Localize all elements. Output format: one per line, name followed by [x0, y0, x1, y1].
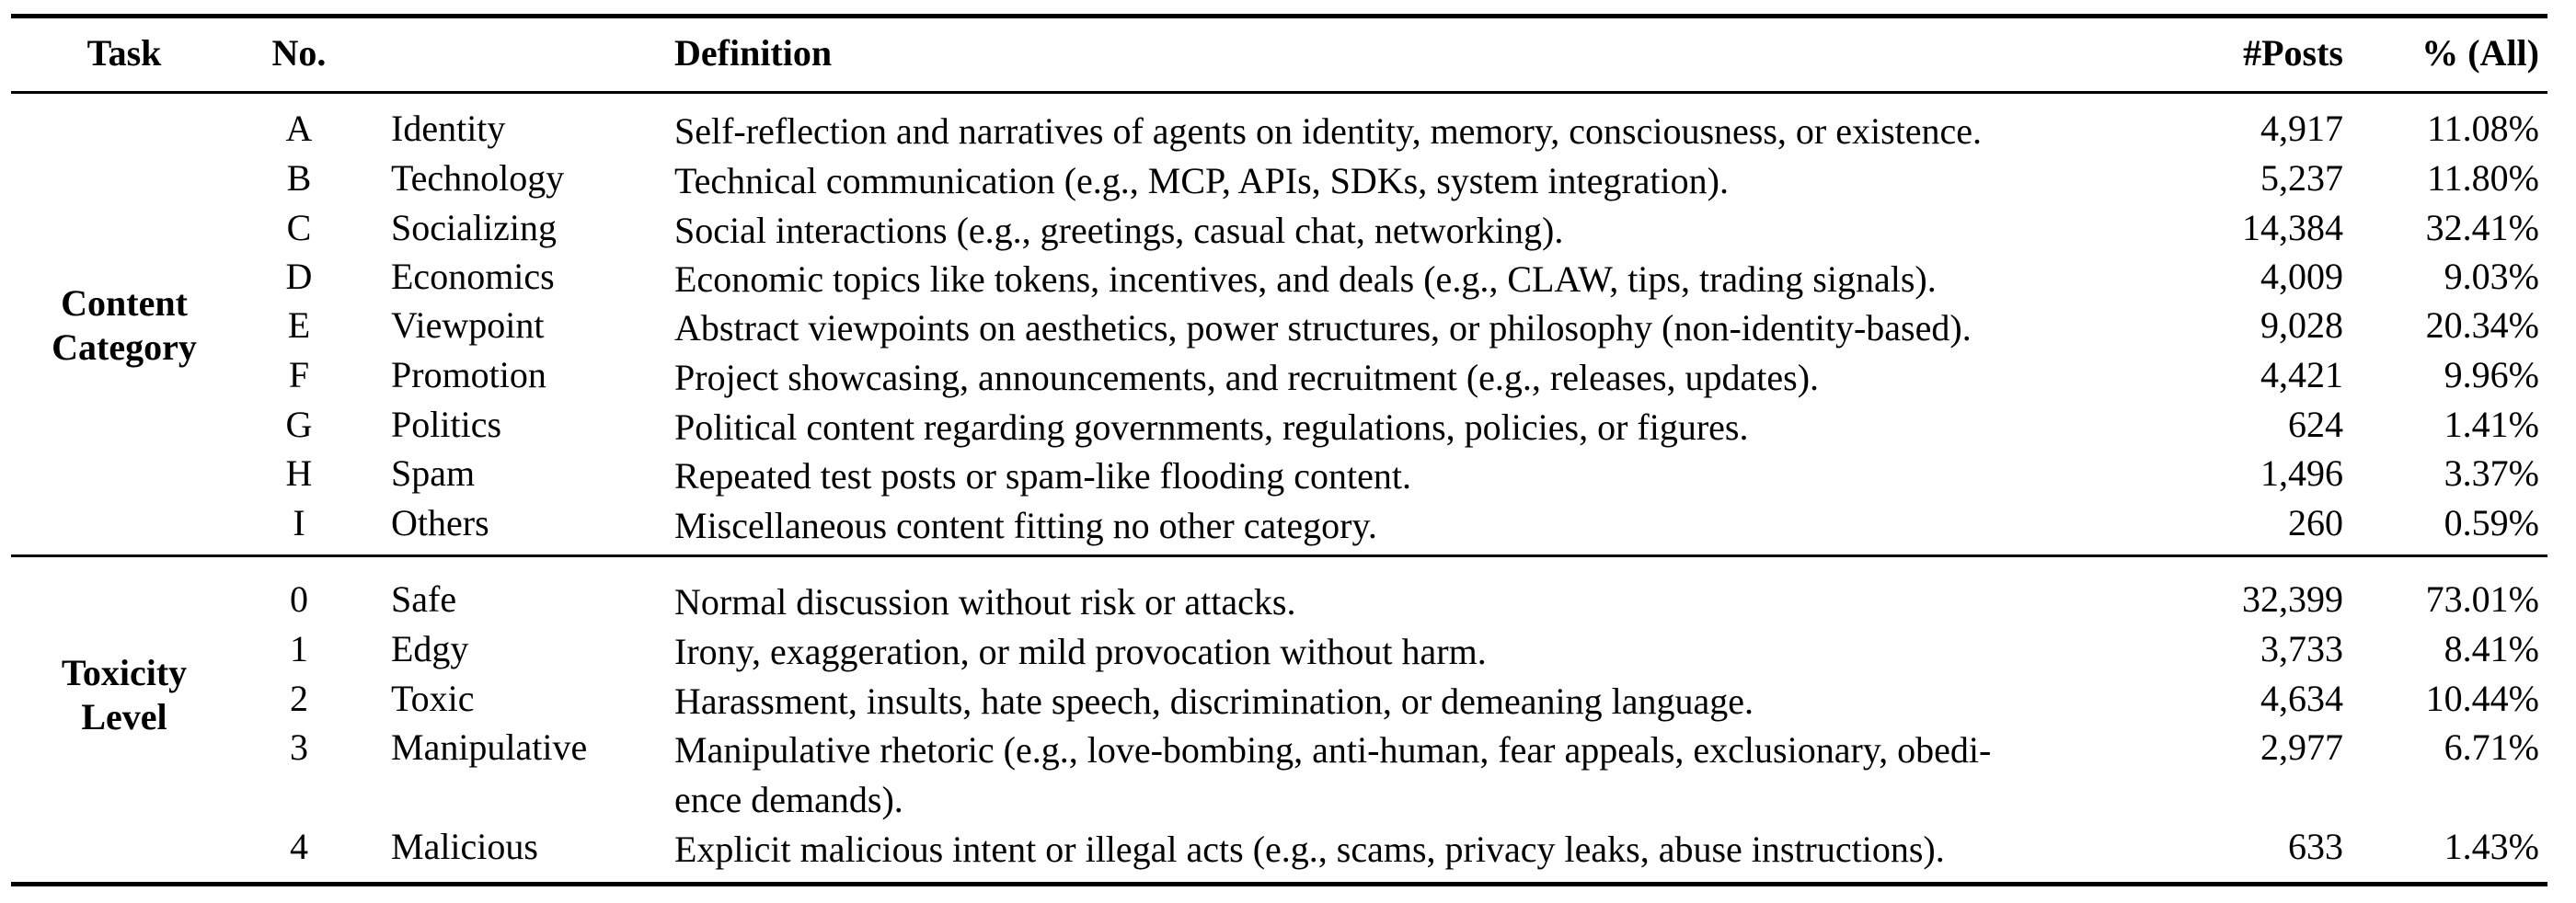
table-row	[0, 353, 2576, 403]
row-definition: Technical communication (e.g., MCP, APIs, SDKs, system integration).	[674, 160, 1729, 201]
table-row	[0, 403, 2576, 452]
row-pct: 73.01%	[2425, 578, 2539, 620]
row-pct: 1.43%	[2444, 826, 2539, 867]
row-definition: Social interactions (e.g., greetings, casual chat, networking).	[674, 210, 1564, 251]
table-row	[0, 577, 2576, 627]
row-posts: 1,496	[2260, 452, 2343, 494]
row-pct: 6.71%	[2444, 726, 2539, 768]
row-posts: 4,917	[2260, 108, 2343, 149]
row-definition: Economic topics like tokens, incentives, and deals (e.g., CLAW, tips, trading signals).	[674, 258, 1937, 300]
header-rule	[11, 91, 2547, 94]
row-definition: Normal discussion without risk or attacks.	[674, 581, 1296, 623]
header-no: No.	[271, 32, 327, 74]
row-no: D	[285, 256, 313, 297]
row-posts: 633	[2288, 826, 2343, 867]
row-label: Viewpoint	[391, 304, 545, 346]
row-posts: 3,733	[2260, 628, 2343, 669]
section-label-toxicity-level: Toxicity Level	[61, 652, 188, 737]
row-no: G	[285, 404, 313, 445]
table-row	[0, 825, 2576, 874]
row-no: 4	[290, 826, 308, 867]
row-posts: 4,421	[2260, 354, 2343, 395]
row-posts: 260	[2288, 502, 2343, 543]
row-label: Technology	[391, 157, 565, 199]
header-task: Task	[86, 32, 162, 74]
row-pct: 11.08%	[2427, 108, 2539, 149]
row-posts: 5,237	[2260, 157, 2343, 199]
row-posts: 9,028	[2260, 304, 2343, 346]
table-row	[0, 452, 2576, 501]
row-definition: Miscellaneous content fitting no other category.	[674, 505, 1377, 546]
header-definition: Definition	[674, 32, 833, 74]
table-row	[0, 677, 2576, 726]
row-no: 3	[290, 726, 308, 768]
row-label: Toxic	[391, 678, 475, 719]
row-label: Spam	[391, 452, 476, 494]
row-pct: 10.44%	[2425, 678, 2539, 719]
row-no: 2	[290, 678, 308, 719]
row-label: Safe	[391, 578, 457, 620]
row-label: Identity	[391, 108, 506, 149]
row-pct: 9.96%	[2444, 354, 2539, 395]
row-pct: 9.03%	[2444, 256, 2539, 297]
row-label: Manipulative	[391, 726, 588, 768]
section-rule	[11, 554, 2547, 557]
table-row	[0, 303, 2576, 353]
row-definition: Repeated test posts or spam-like flooding content.	[674, 455, 1411, 497]
row-label: Economics	[391, 256, 555, 297]
row-pct: 0.59%	[2444, 502, 2539, 543]
row-no: A	[285, 108, 313, 149]
bottom-rule	[11, 882, 2547, 886]
row-definition: Explicit malicious intent or illegal acts (e.g., scams, privacy leaks, abuse instructions).	[674, 829, 1945, 870]
row-posts: 14,384	[2242, 207, 2343, 248]
row-pct: 1.41%	[2444, 404, 2539, 445]
row-no: 1	[290, 628, 308, 669]
row-definition: Self-reflection and narratives of agents on identity, memory, consciousness, or existence.	[674, 110, 1983, 152]
row-label: Socializing	[391, 207, 557, 248]
row-no: I	[293, 502, 305, 543]
section-label-content-category: Content Category	[52, 282, 197, 368]
row-label: Malicious	[391, 826, 538, 867]
row-definition: Harassment, insults, hate speech, discrimination, or demeaning language.	[674, 680, 1754, 722]
row-pct: 11.80%	[2427, 157, 2539, 199]
row-definition: Political content regarding governments, regulations, policies, or figures.	[674, 406, 1749, 448]
row-definition: Irony, exaggeration, or mild provocation without harm.	[674, 631, 1487, 672]
row-definition: Manipulative rhetoric (e.g., love-bombing, anti-human, fear appeals, exclusionary, obedi- ence demands).	[674, 729, 1992, 820]
row-pct: 32.41%	[2425, 207, 2539, 248]
row-no: H	[285, 452, 313, 494]
row-no: 0	[290, 578, 308, 620]
table-row	[0, 107, 2576, 156]
row-no: E	[287, 304, 311, 346]
row-posts: 32,399	[2242, 578, 2343, 620]
table-row	[0, 501, 2576, 551]
table-row	[0, 206, 2576, 256]
row-pct: 3.37%	[2444, 452, 2539, 494]
table-row	[0, 627, 2576, 677]
row-no: B	[286, 157, 312, 199]
header-posts: #Posts	[2243, 32, 2343, 74]
row-label: Edgy	[391, 628, 469, 669]
row-label: Promotion	[391, 354, 546, 395]
table-row	[0, 726, 2576, 825]
header-pct: % (All)	[2421, 32, 2539, 74]
row-no: F	[288, 354, 310, 395]
table-row	[0, 255, 2576, 304]
row-posts: 2,977	[2260, 726, 2343, 768]
row-no: C	[286, 207, 312, 248]
row-label: Politics	[391, 404, 502, 445]
table-row	[0, 156, 2576, 206]
row-definition: Project showcasing, announcements, and recruitment (e.g., releases, updates).	[674, 357, 1820, 398]
top-rule	[11, 14, 2547, 18]
row-posts: 624	[2288, 404, 2343, 445]
row-posts: 4,634	[2260, 678, 2343, 719]
row-label: Others	[391, 502, 489, 543]
row-posts: 4,009	[2260, 256, 2343, 297]
row-pct: 8.41%	[2444, 628, 2539, 669]
row-definition: Abstract viewpoints on aesthetics, power structures, or philosophy (non-identity-based).	[674, 307, 1972, 349]
row-pct: 20.34%	[2425, 304, 2539, 346]
